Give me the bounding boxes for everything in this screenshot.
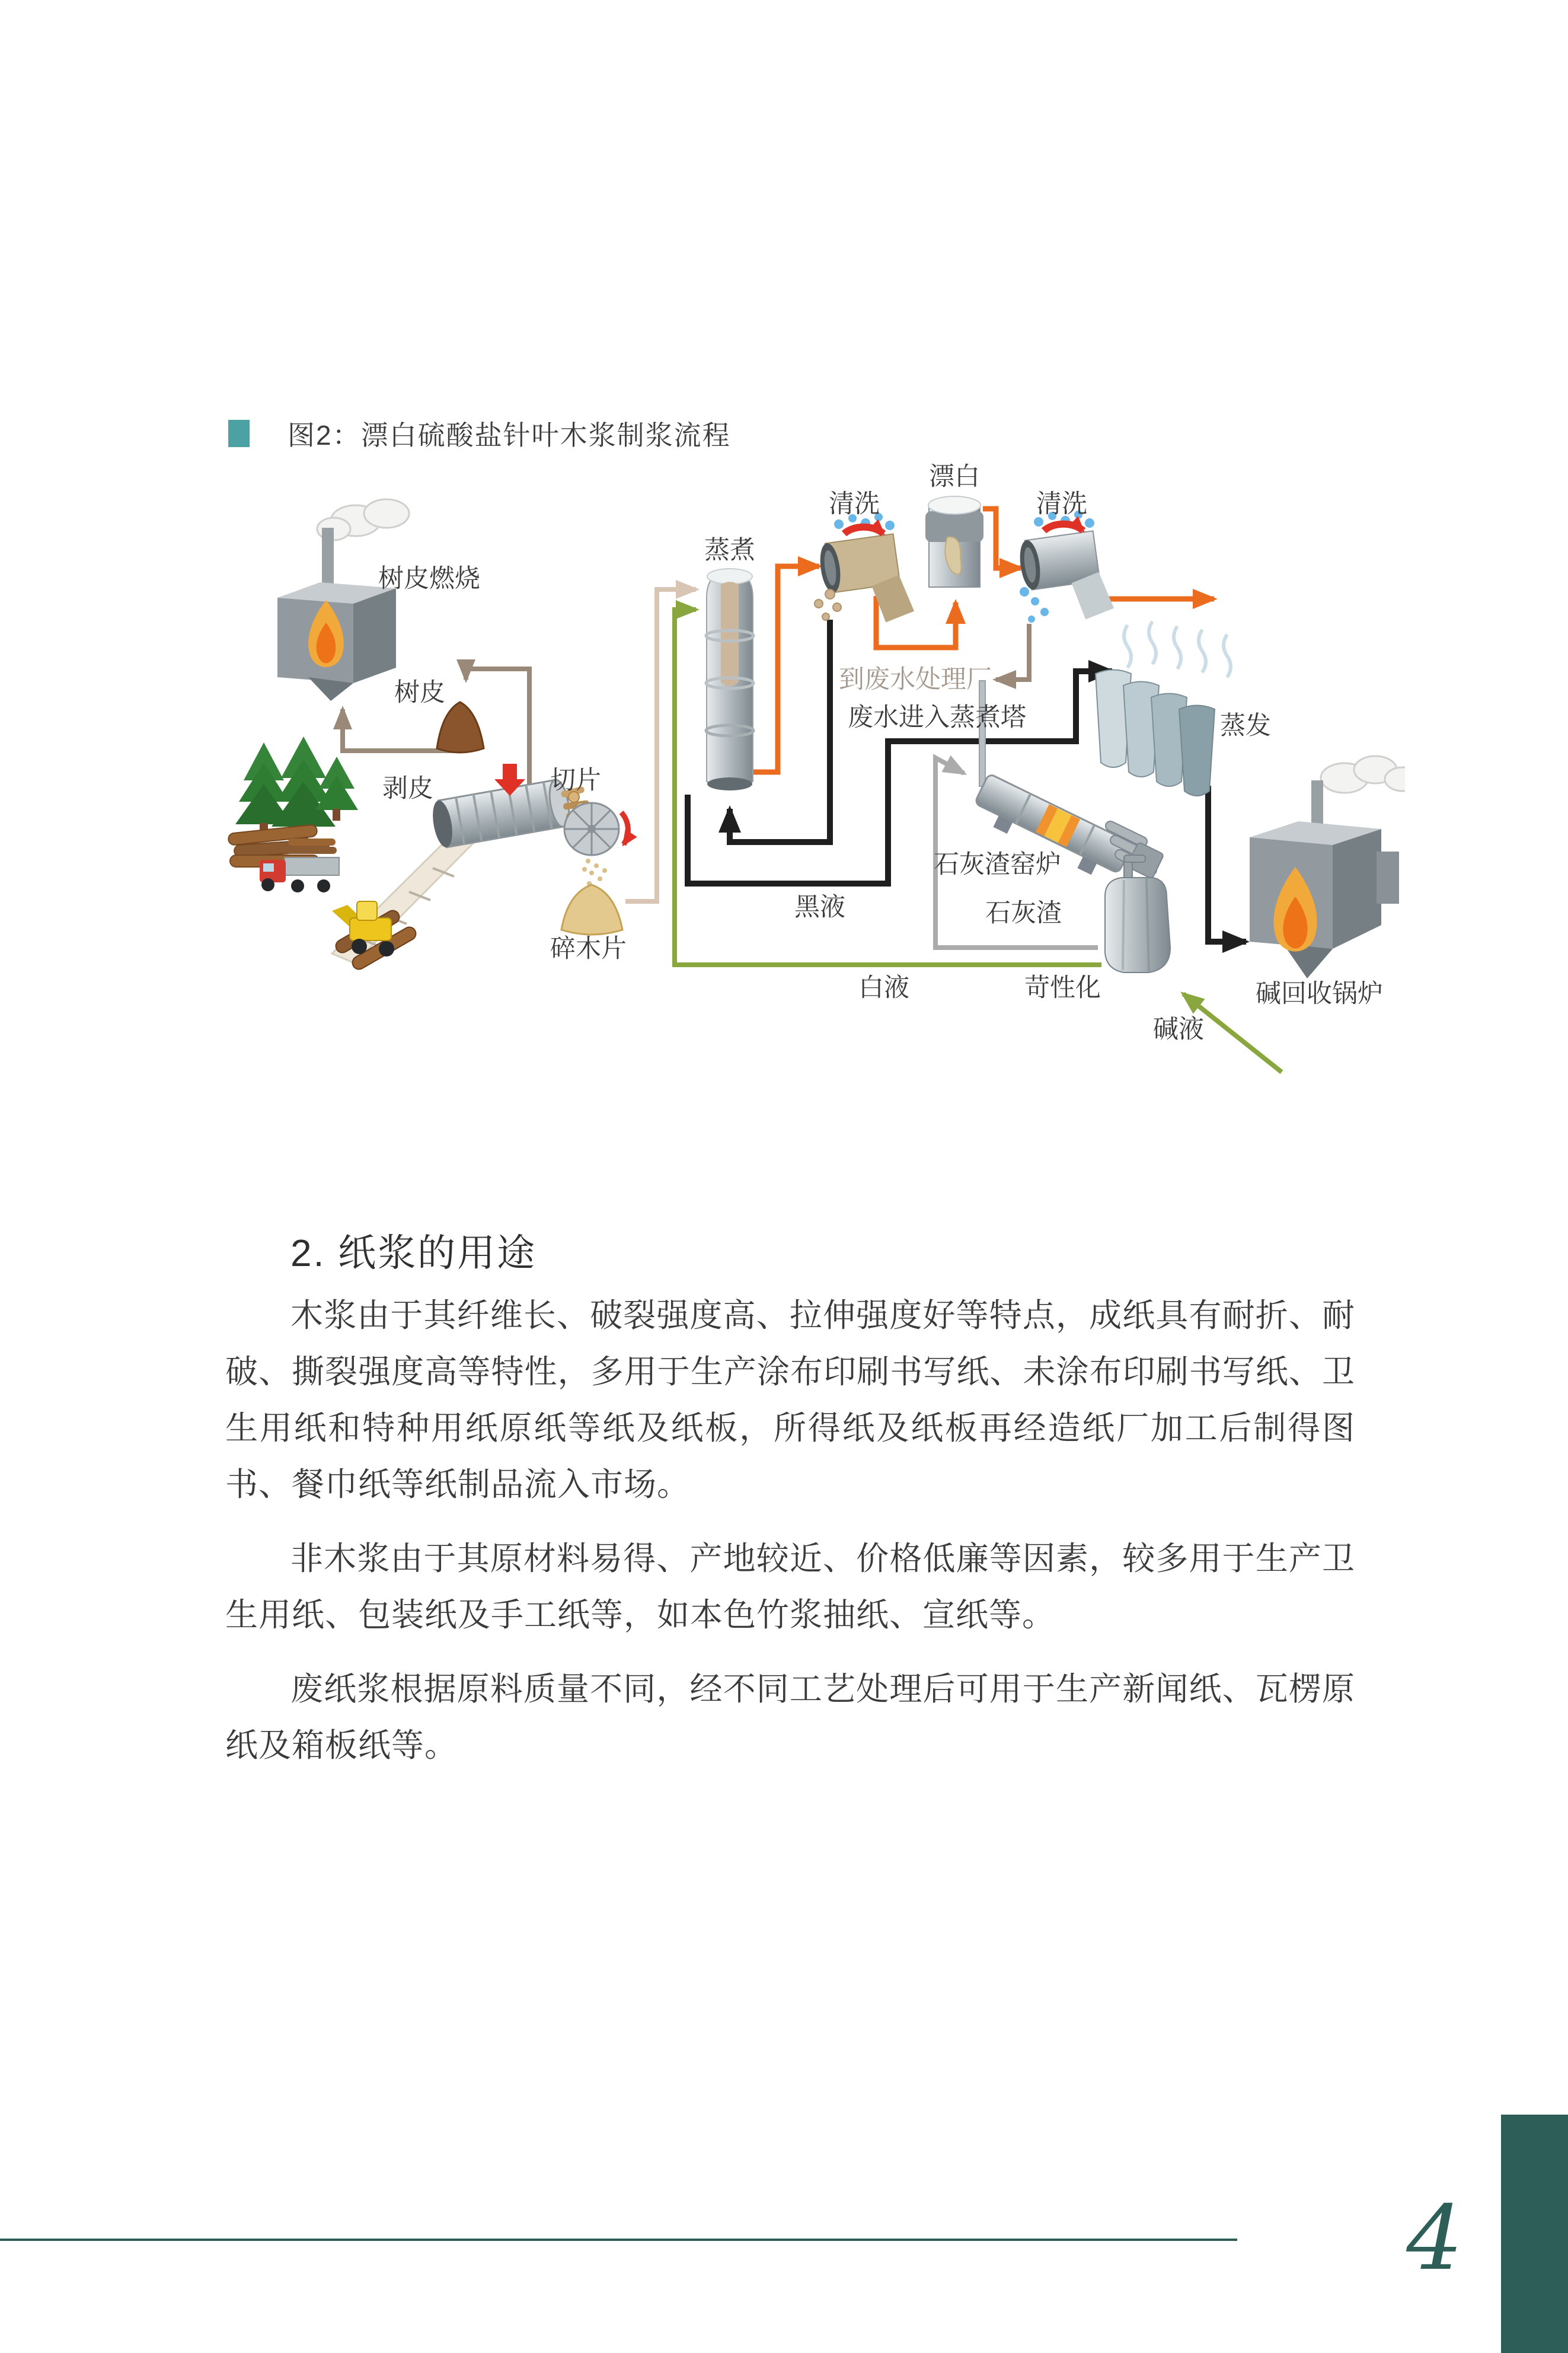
label-cooking: 蒸煮 — [704, 536, 755, 565]
label-lime-sludge: 石灰渣 — [985, 899, 1062, 927]
washer2-icon — [1017, 511, 1115, 627]
digester-to-washer1-arrow — [748, 566, 819, 772]
label-debarking: 剥皮 — [382, 774, 433, 803]
label-evaporation: 蒸发 — [1220, 712, 1271, 740]
paragraph-3: 废纸浆根据原料质量不同，经不同工艺处理后可用于生产新闻纸、瓦楞原纸及箱板纸等。 — [225, 1670, 1355, 1764]
page-number: 4 — [1406, 2187, 1463, 2290]
label-bleaching: 漂白 — [929, 463, 980, 491]
paragraph-2: 非木浆由于其原材料易得、产地较近、价格低廉等因素，较多用于生产卫生用纸、包装纸及手工纸等，如本色竹浆抽纸、宣纸等。 — [225, 1540, 1355, 1633]
digester-icon — [706, 569, 753, 790]
figure-title: 图2：漂白硫酸盐针叶木浆制浆流程 — [288, 420, 731, 451]
paragraph-1: 木浆由于其纤维长、破裂强度高、拉伸强度好等特点，成纸具有耐折、耐破、撕裂强度高等特性，多用于生产涂布印刷书写纸、未涂布印刷书写纸、卫生用纸和特种用纸原纸等纸及纸板，所得纸及纸板再经造纸厂加工后制得图书、餐巾纸等纸制品流入市场。 — [225, 1297, 1355, 1503]
label-washing-2: 清洗 — [1036, 490, 1087, 518]
causticizer-icon — [1105, 855, 1170, 973]
label-bark: 树皮 — [394, 678, 445, 707]
chipper-icon — [564, 803, 628, 892]
bleach-to-washer2-arrow — [983, 509, 1021, 568]
label-lime-kiln: 石灰渣窑炉 — [934, 850, 1061, 879]
label-chipping: 切片 — [550, 766, 601, 795]
water-drops-icon — [1020, 587, 1049, 623]
bleach-tower-icon — [925, 496, 983, 587]
washer-rotation-arrow-icon — [1044, 524, 1083, 531]
bark-burner-icon — [277, 499, 409, 701]
flow-arrows — [343, 509, 1282, 1072]
knots-icon — [815, 589, 841, 620]
washer1-icon — [815, 513, 915, 630]
evaporators-icon — [1096, 621, 1231, 796]
label-wood-chips: 碎木片 — [550, 935, 627, 963]
bark-pile-icon — [437, 702, 484, 753]
label-to-wastewater-plant: 到废水处理厂 — [839, 665, 992, 694]
footer-side-bar — [1501, 2115, 1568, 2353]
recovery-boiler-icon — [1250, 756, 1405, 978]
label-black-liquor: 黑液 — [794, 893, 845, 922]
label-wastewater-into-digester: 废水进入蒸煮塔 — [848, 703, 1026, 732]
evaporator-to-boiler-arrow — [1208, 786, 1246, 942]
pulping-process-diagram — [196, 439, 1405, 1103]
steam-icon — [1124, 621, 1231, 677]
footer-rule — [0, 2239, 1237, 2241]
trees-icon — [235, 736, 358, 840]
section-heading: 2. 纸浆的用途 — [290, 1232, 537, 1274]
label-alkali-liquor: 碱液 — [1153, 1015, 1204, 1044]
label-white-liquor: 白液 — [858, 974, 909, 1002]
label-washing-1: 清洗 — [829, 490, 880, 518]
label-recovery-boiler: 碱回收锅炉 — [1256, 980, 1383, 1008]
washer-rotation-arrow-icon — [844, 527, 883, 534]
chipper-rotation-arrow-icon — [621, 812, 628, 844]
to-wastewater-plant-arrow — [996, 624, 1029, 680]
body-text — [225, 1287, 1355, 1791]
label-bark-burning: 树皮燃烧 — [378, 565, 480, 593]
chips-pile-icon — [561, 885, 622, 935]
label-causticizing: 苛性化 — [1024, 974, 1101, 1002]
